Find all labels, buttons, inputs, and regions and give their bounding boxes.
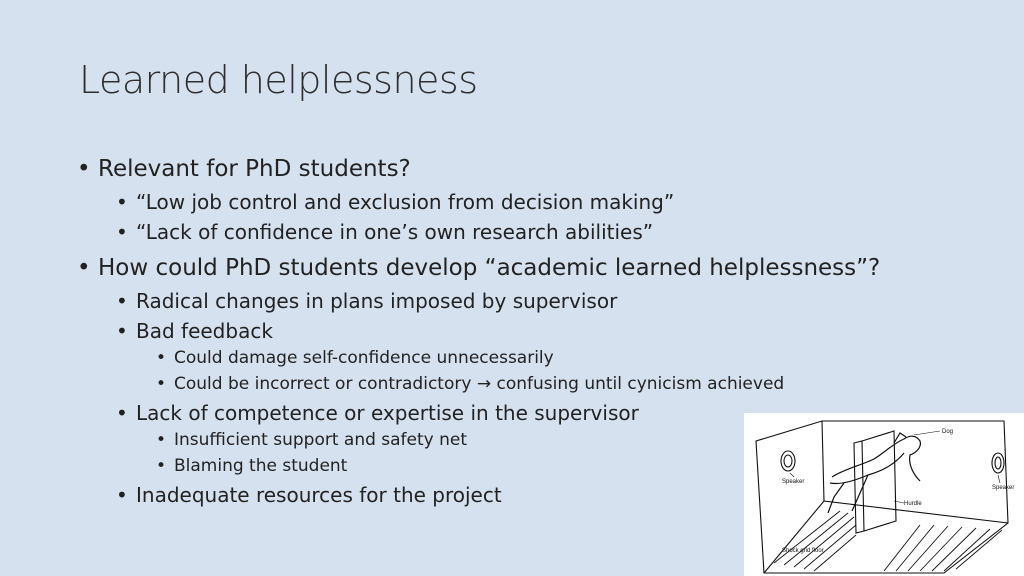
bullet-text: “Lack of confidence in one’s own research abilities” bbox=[136, 220, 654, 244]
bullet-dot: • bbox=[156, 456, 167, 476]
bullet-dot: • bbox=[156, 430, 167, 450]
speaker-right-cone bbox=[995, 457, 1001, 469]
bullet-text: Blaming the student bbox=[174, 456, 348, 476]
label-dog: Dog bbox=[942, 429, 954, 435]
bullet-text-after-arrow: confusing until cynicism achieved bbox=[496, 374, 785, 394]
arrow-right-icon: → bbox=[476, 374, 492, 394]
bullet-item bbox=[156, 374, 785, 394]
label-speaker-right: Speaker bbox=[992, 485, 1015, 491]
bullet-text: Bad feedback bbox=[136, 319, 273, 343]
bullet-text: Insufficient support and safety net bbox=[174, 430, 468, 450]
bullet-item bbox=[116, 190, 675, 214]
hurdle-side bbox=[862, 431, 896, 531]
bullet-item bbox=[77, 255, 881, 281]
label-hurdle: Hurdle bbox=[904, 501, 922, 507]
bullet-item bbox=[116, 483, 502, 507]
bullet-item bbox=[116, 319, 273, 343]
bullet-item bbox=[116, 401, 639, 425]
bullet-dot: • bbox=[116, 289, 128, 313]
bullet-dot: • bbox=[156, 348, 167, 368]
bullet-dot: • bbox=[116, 401, 128, 425]
shuttle-box-drawing bbox=[744, 413, 1024, 576]
bullet-dot: • bbox=[116, 190, 128, 214]
bullet-dot: • bbox=[77, 255, 91, 281]
slide-title: Learned helplessness bbox=[79, 58, 478, 102]
speaker-left-cone bbox=[784, 455, 792, 467]
bullet-item bbox=[116, 220, 654, 244]
bullet-item bbox=[77, 156, 411, 182]
bullet-text: Lack of competence or expertise in the supervisor bbox=[136, 401, 639, 425]
bullet-text: Inadequate resources for the project bbox=[136, 483, 502, 507]
speaker-left-icon bbox=[781, 451, 795, 471]
bullet-text-before-arrow: Could be incorrect or contradictory bbox=[174, 374, 472, 394]
bullet-text: How could PhD students develop “academic learned helplessness”? bbox=[98, 255, 881, 281]
bullet-item bbox=[156, 348, 554, 368]
box-floor-edge bbox=[764, 501, 824, 573]
bullet-dot: • bbox=[156, 374, 167, 394]
bullet-item bbox=[156, 456, 348, 476]
bullet-dot: • bbox=[116, 483, 128, 507]
speaker-left-label-line bbox=[790, 473, 794, 477]
bullet-text: “Low job control and exclusion from decision making” bbox=[136, 190, 675, 214]
bullet-item bbox=[156, 430, 468, 450]
speaker-right-icon bbox=[992, 453, 1004, 473]
bullet-text: Could damage self-confidence unnecessarily bbox=[174, 348, 554, 368]
bullet-text: Radical changes in plans imposed by supervisor bbox=[136, 289, 618, 313]
label-shock-grid-floor: Shock grid floor bbox=[782, 548, 824, 554]
label-speaker-left: Speaker bbox=[782, 479, 805, 485]
bullet-item bbox=[116, 289, 618, 313]
bullet-text: Relevant for PhD students? bbox=[98, 156, 411, 182]
shuttle-box-illustration bbox=[744, 413, 1024, 576]
bullet-dot: • bbox=[116, 220, 128, 244]
dog-label-line bbox=[914, 431, 940, 435]
bullet-dot: • bbox=[116, 319, 128, 343]
speaker-right-label-line bbox=[998, 475, 1000, 483]
bullet-dot: • bbox=[77, 156, 91, 182]
